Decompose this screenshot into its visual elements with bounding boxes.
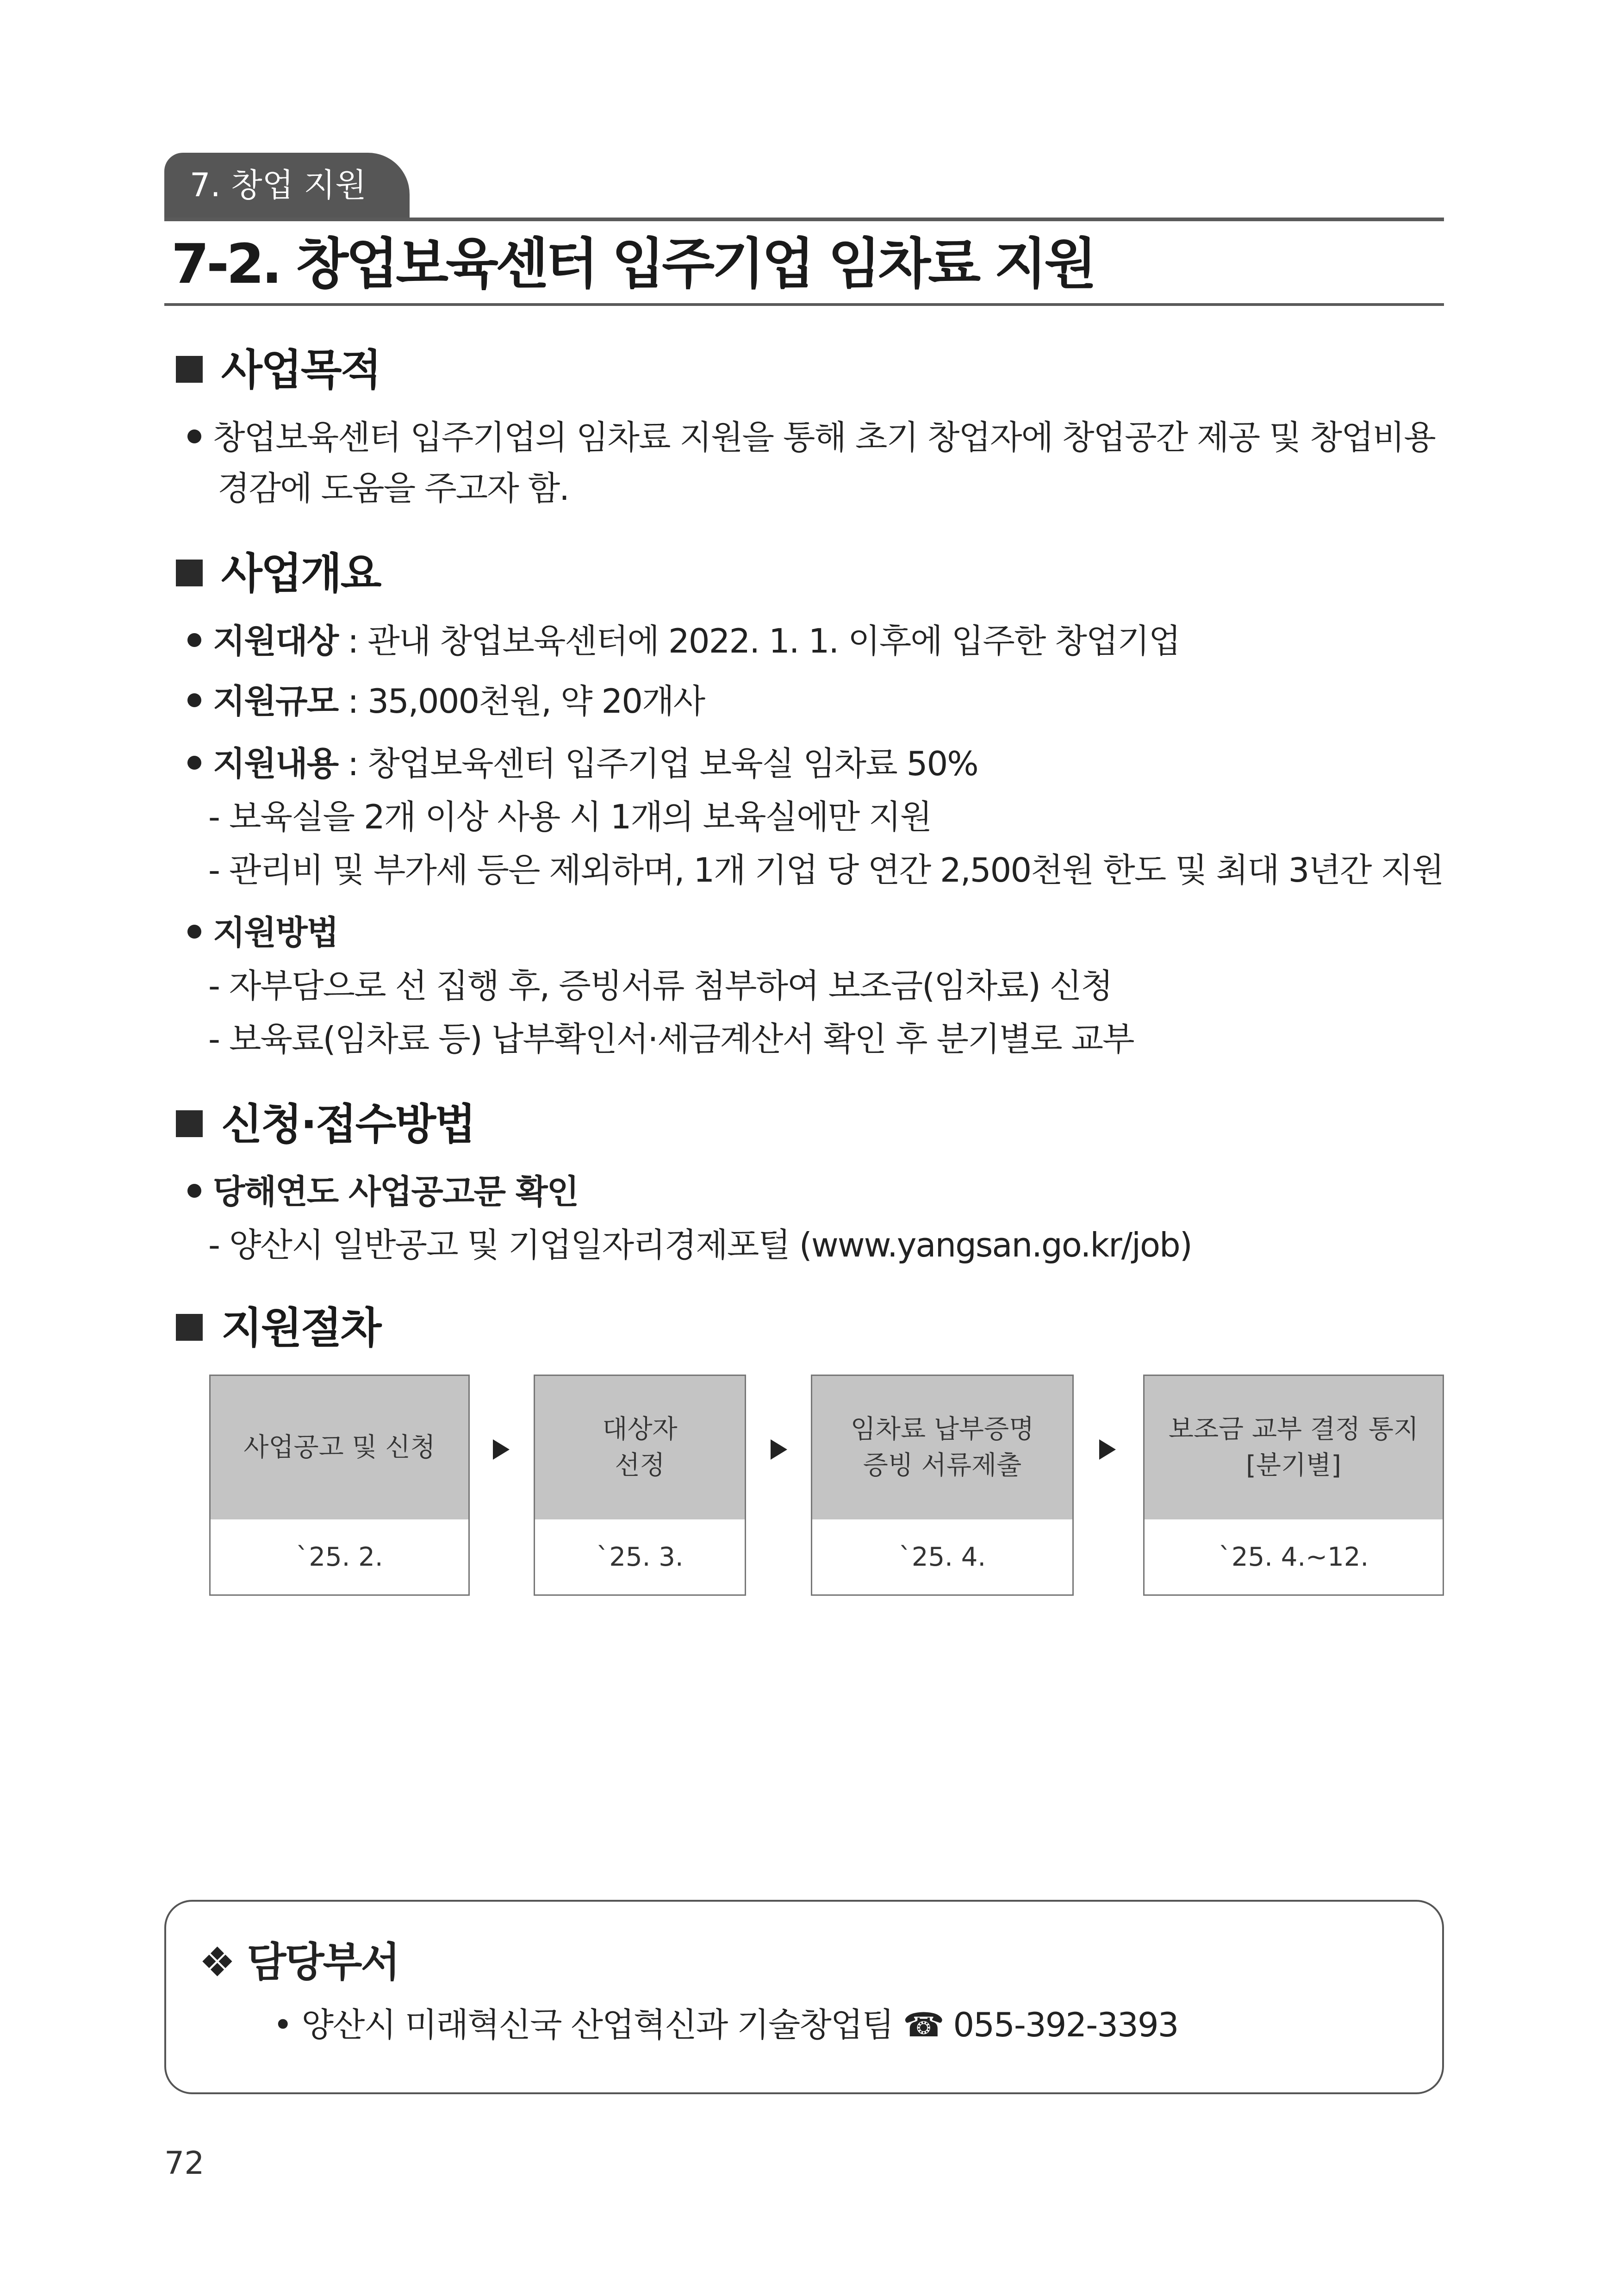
step-label: 대상자 선정 [535,1376,745,1519]
arrow-right-icon [493,1439,510,1460]
application-item-label: 당해연도 사업공고문 확인 [213,1172,579,1211]
square-bullet-icon [176,1314,203,1341]
content-text: : 창업보육센터 입주기업 보육실 임차료 50% [338,744,978,783]
bullet-icon [187,693,201,707]
step-label: 사업공고 및 신청 [211,1376,468,1519]
page-title: 7-2. 창업보육센터 입주기업 임차료 지원 [171,232,1095,296]
procedure-step-2 [534,1375,746,1596]
overview-heading-text: 사업개요 [221,549,380,598]
arrow-right-icon [1099,1439,1116,1460]
content-label: 지원내용 [213,744,338,783]
step-date: `25. 4.~12. [1218,1542,1369,1572]
overview-scale [187,676,704,727]
purpose-line-1 [187,412,1435,463]
purpose-text-1: 창업보육센터 입주기업의 임차료 지원을 통해 초기 창업자에 창업공간 제공 및 창업비용 [213,418,1435,457]
content-sub-2: - 관리비 및 부가세 등은 제외하며, 1개 기업 당 연간 2,500천원 한도 및 최대 3년간 지원 [208,851,1444,890]
target-text: : 관내 창업보육센터에 2022. 1. 1. 이후에 입주한 창업기업 [338,622,1180,660]
method-label: 지원방법 [213,913,338,952]
procedure-step-1 [209,1375,470,1596]
bullet-icon [187,925,201,939]
overview-heading [176,546,380,602]
section-tab: 7. 창업 지원 [164,153,410,218]
scale-text: : 35,000천원, 약 20개사 [338,682,705,721]
bullet-icon [187,429,201,443]
arrow-right-icon [771,1439,787,1460]
square-bullet-icon [176,560,203,586]
step-date: `25. 4. [898,1542,986,1572]
procedure-step-3 [811,1375,1074,1596]
overview-target [187,616,1180,666]
step-date: `25. 2. [296,1542,383,1572]
header-rule-bottom [164,303,1444,306]
procedure-step-4 [1143,1375,1444,1596]
application-sub: - 양산시 일반공고 및 기업일자리경제포털 (www.yangsan.go.kr/job) [208,1226,1192,1264]
scale-label: 지원규모 [213,682,338,721]
method-sub-1: - 자부담으로 선 집행 후, 증빙서류 첨부하여 보조금(임차료) 신청 [208,966,1112,1005]
step-label: 임차료 납부증명 증빙 서류제출 [812,1376,1072,1519]
purpose-heading [176,342,380,398]
step-date: `25. 3. [596,1542,684,1572]
contact-line: • 양산시 미래혁신국 산업혁신과 기술창업팀 ☎ 055-392-3393 [273,2005,1178,2044]
square-bullet-icon [176,356,203,383]
step-label: 보조금 교부 결정 통지 [분기별] [1145,1376,1443,1519]
overview-content [187,738,978,789]
purpose-heading-text: 사업목적 [221,345,380,395]
overview-method [187,907,338,958]
application-item [187,1166,578,1217]
application-heading-text: 신청·접수방법 [221,1100,475,1149]
application-heading [176,1097,474,1152]
procedure-heading [176,1300,380,1356]
target-label: 지원대상 [213,622,338,660]
bullet-icon [187,1184,201,1198]
bullet-icon [187,633,201,647]
method-sub-2: - 보육료(임차료 등) 납부확인서·세금계산서 확인 후 분기별로 교부 [208,1020,1134,1058]
header-rule-top [164,218,1444,221]
purpose-line-2: 경감에 도움을 주고자 함. [218,469,569,508]
procedure-heading-text: 지원절차 [221,1303,380,1353]
square-bullet-icon [176,1110,203,1137]
contact-heading: ❖ 담당부서 [199,1938,399,1986]
page-number: 72 [164,2145,205,2182]
contact-box [164,1900,1444,2094]
bullet-icon [187,756,201,770]
content-sub-1: - 보육실을 2개 이상 사용 시 1개의 보육실에만 지원 [208,797,932,836]
